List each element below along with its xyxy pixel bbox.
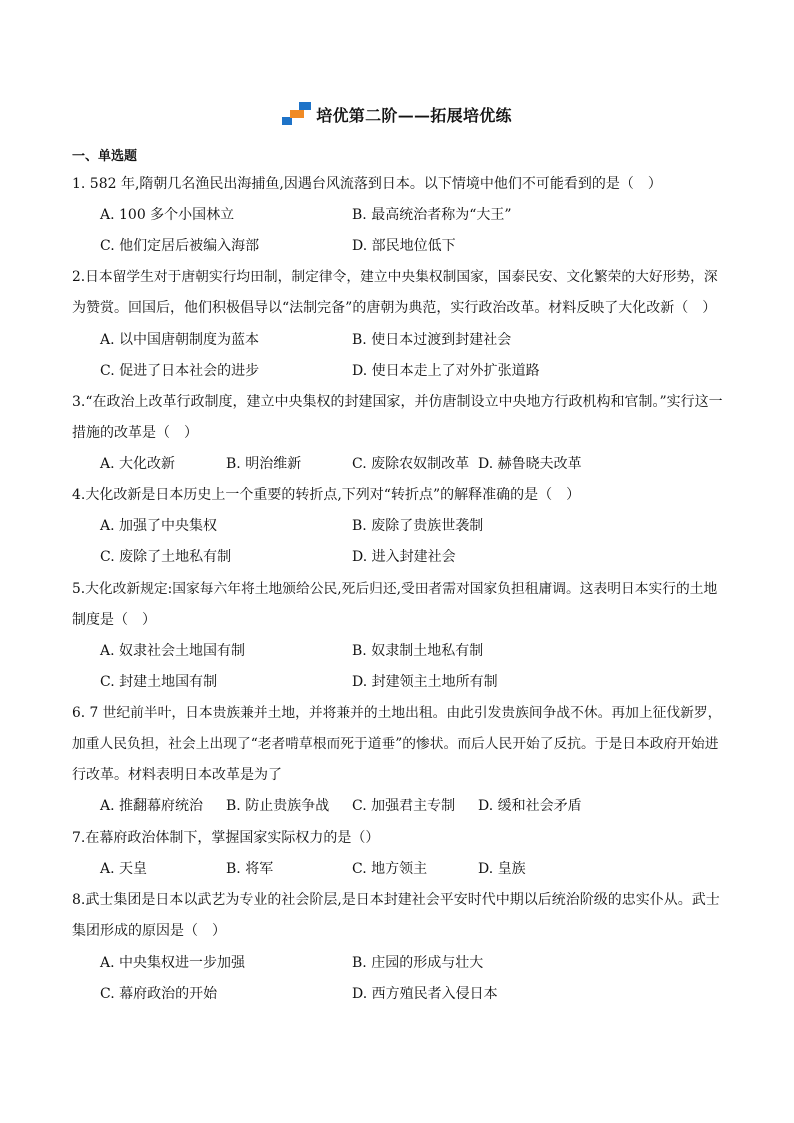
question-2-option-c[interactable]: C. 促进了日本社会的进步 [100,363,260,379]
question-7-line-1: 7.在幕府政治体制下，掌握国家实际权力的是（） [72,830,380,846]
question-2-line-2: 为赞赏。回国后，他们积极倡导以“法制完备”的唐朝为典范，实行政治改革。材料反映了大化改新（ ） [72,300,717,316]
question-1-option-d[interactable]: D. 部民地位低下 [352,238,456,254]
question-8-line-2: 集团形成的原因是（ ） [72,923,226,939]
question-7-option-a[interactable]: A. 天皇 [100,861,148,877]
question-3-option-d[interactable]: D. 赫鲁晓夫改革 [478,456,582,472]
question-3-option-a[interactable]: A. 大化改新 [100,456,176,472]
question-3-line-2: 措施的改革是（ ） [72,425,198,441]
question-4-option-a[interactable]: A. 加强了中央集权 [100,518,218,534]
question-6-line-2: 加重人民负担，社会上出现了“老者啃草根而死于道垂”的惨状。而后人民开始了反抗。于是日本政府开始进 [72,736,719,752]
question-7-option-b[interactable]: B. 将军 [226,861,274,877]
question-2-line-1: 2.日本留学生对于唐朝实行均田制，制定律令，建立中央集权制国家，国泰民安、文化繁荣的大好形势，深 [72,269,718,285]
question-8-option-a[interactable]: A. 中央集权进一步加强 [100,955,246,971]
question-8-line-1: 8.武士集团是日本以武艺为专业的社会阶层,是日本封建社会平安时代中期以后统治阶级的忠实仆从。武士 [72,892,720,908]
stairs-logo-icon [282,101,312,127]
question-1-option-c[interactable]: C. 他们定居后被编入海部 [100,238,260,254]
question-5-option-b[interactable]: B. 奴隶制土地私有制 [352,643,484,659]
question-6-option-a[interactable]: A. 推翻幕府统治 [100,798,204,814]
question-4-option-b[interactable]: B. 废除了贵族世袭制 [352,518,484,534]
title-bar [0,101,794,131]
question-1-line-1: 1. 582 年,隋朝几名渔民出海捕鱼,因遇台风流落到日本。以下情境中他们不可能看到的是（ ） [72,176,662,192]
question-2-option-d[interactable]: D. 使日本走上了对外扩张道路 [352,363,540,379]
question-1-option-b[interactable]: B. 最高统治者称为“大王” [352,207,512,223]
question-2-option-a[interactable]: A. 以中国唐朝制度为蓝本 [100,332,260,348]
question-7-option-d[interactable]: D. 皇族 [478,861,526,877]
question-5-option-c[interactable]: C. 封建土地国有制 [100,674,218,690]
question-2-option-b[interactable]: B. 使日本过渡到封建社会 [352,332,512,348]
question-4-option-d[interactable]: D. 进入封建社会 [352,549,456,565]
question-8-option-c[interactable]: C. 幕府政治的开始 [100,986,218,1002]
question-5-option-d[interactable]: D. 封建领主土地所有制 [352,674,498,690]
question-6-line-3: 行改革。材料表明日本改革是为了 [72,767,282,783]
question-1-option-a[interactable]: A. 100 多个小国林立 [100,207,235,223]
question-3-option-b[interactable]: B. 明治维新 [226,456,302,472]
question-7-option-c[interactable]: C. 地方领主 [352,861,428,877]
question-4-line-1: 4.大化改新是日本历史上一个重要的转折点,下列对“转折点”的解释准确的是（ ） [72,487,581,503]
question-5-line-1: 5.大化改新规定:国家每六年将土地颁给公民,死后归还,受田者需对国家负担租庸调。这表明日本实行的土地 [72,581,718,597]
section-heading: 一、单选题 [72,149,138,164]
question-3-line-1: 3.“在政治上改革行政制度，建立中央集权的封建国家，并仿唐制设立中央地方行政机构和官制。”实行这一 [72,394,723,410]
question-6-option-b[interactable]: B. 防止贵族争战 [226,798,330,814]
question-3-option-c[interactable]: C. 废除农奴制改革 [352,456,470,472]
question-5-option-a[interactable]: A. 奴隶社会土地国有制 [100,643,246,659]
question-8-option-b[interactable]: B. 庄园的形成与壮大 [352,955,484,971]
question-6-option-c[interactable]: C. 加强君主专制 [352,798,456,814]
question-8-option-d[interactable]: D. 西方殖民者入侵日本 [352,986,498,1002]
question-5-line-2: 制度是（ ） [72,612,156,628]
question-4-option-c[interactable]: C. 废除了土地私有制 [100,549,232,565]
question-6-option-d[interactable]: D. 缓和社会矛盾 [478,798,582,814]
page-title: 培优第二阶——拓展培优练 [316,105,512,125]
question-6-line-1: 6. 7 世纪前半叶，日本贵族兼并土地，并将兼并的土地出租。由此引发贵族间争战不休。再加上征伐新罗， [72,705,722,721]
